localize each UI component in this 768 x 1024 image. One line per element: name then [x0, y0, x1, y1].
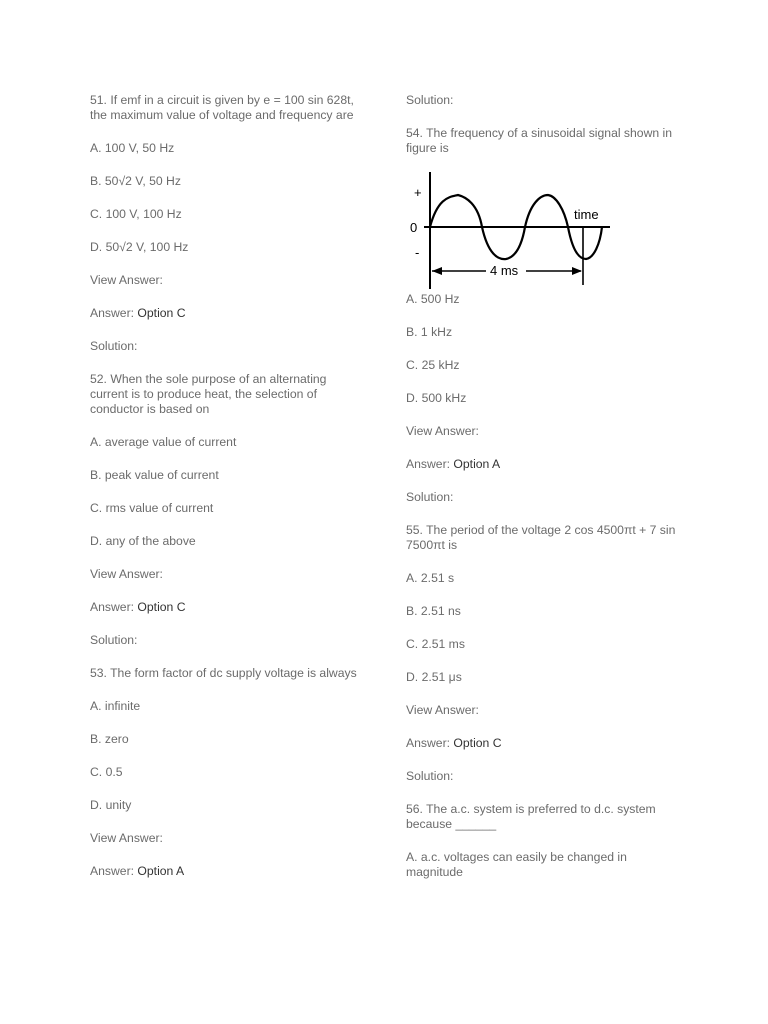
option-b: B. peak value of current [90, 468, 219, 482]
view-answer-link[interactable]: View Answer: [406, 703, 479, 717]
option-c: C. 0.5 [90, 765, 123, 779]
option-d: D. 50√2 V, 100 Hz [90, 240, 189, 254]
question-55: 55. The period of the voltage 2 cos 4500πt + 7 sin 7500πt is [406, 523, 676, 552]
plus-label: + [414, 185, 422, 200]
answer-line [90, 600, 360, 615]
answer-value: Option A [453, 457, 501, 471]
option-a: A. infinite [90, 699, 141, 713]
solution-label: Solution: [90, 633, 138, 647]
solution-label: Solution: [406, 769, 454, 783]
question-54: 54. The frequency of a sinusoidal signal shown in figure is [406, 126, 673, 155]
view-answer-link[interactable]: View Answer: [90, 831, 163, 845]
option-a: A. a.c. voltages can easily be changed in magnitude [406, 850, 627, 879]
option-b: B. 50√2 V, 50 Hz [90, 174, 181, 188]
option-c: C. rms value of current [90, 501, 214, 515]
option-a: A. 2.51 s [406, 571, 455, 585]
right-column [406, 93, 681, 898]
zero-label: 0 [410, 220, 418, 235]
answer-line [90, 306, 360, 321]
arrow-left-head [432, 267, 442, 275]
option-c: C. 100 V, 100 Hz [90, 207, 182, 221]
answer-label: Answer: [406, 736, 451, 750]
sine-wave-diagram [402, 164, 622, 294]
answer-label: Answer: [90, 600, 135, 614]
option-a: A. average value of current [90, 435, 237, 449]
time-label: time [574, 207, 599, 222]
answer-value: Option C [453, 736, 502, 750]
solution-label: Solution: [90, 339, 138, 353]
option-c: C. 25 kHz [406, 358, 460, 372]
view-answer-link[interactable]: View Answer: [406, 424, 479, 438]
option-b: B. 1 kHz [406, 325, 453, 339]
period-label: 4 ms [490, 263, 519, 278]
answer-label: Answer: [90, 306, 135, 320]
option-a: A. 500 Hz [406, 292, 460, 306]
option-d: D. any of the above [90, 534, 196, 548]
answer-value: Option C [137, 600, 186, 614]
view-answer-link[interactable]: View Answer: [90, 567, 163, 581]
arrow-right-head [572, 267, 582, 275]
question-51: 51. If emf in a circuit is given by e = 100 sin 628t, the maximum value of voltage and frequency are [90, 93, 354, 122]
minus-label: - [415, 245, 420, 260]
solution-label: Solution: [406, 93, 454, 107]
answer-label: Answer: [406, 457, 451, 471]
answer-value: Option A [137, 864, 185, 878]
option-d: D. 2.51 μs [406, 670, 462, 684]
answer-line [90, 864, 360, 879]
sine-wave-figure [402, 164, 681, 292]
question-52: 52. When the sole purpose of an alternating current is to produce heat, the selection of conductor is based on [90, 372, 327, 416]
option-a: A. 100 V, 50 Hz [90, 141, 175, 155]
option-d: D. 500 kHz [406, 391, 467, 405]
option-b: B. 2.51 ns [406, 604, 461, 618]
answer-line [406, 457, 681, 472]
option-d: D. unity [90, 798, 132, 812]
answer-value: Option C [137, 306, 186, 320]
question-53: 53. The form factor of dc supply voltage is always [90, 666, 357, 680]
question-56: 56. The a.c. system is preferred to d.c. system because ______ [406, 802, 656, 831]
answer-line [406, 736, 681, 751]
option-c: C. 2.51 ms [406, 637, 465, 651]
answer-label: Answer: [90, 864, 135, 878]
solution-label: Solution: [406, 490, 454, 504]
option-b: B. zero [90, 732, 129, 746]
left-column [90, 93, 360, 897]
view-answer-link[interactable]: View Answer: [90, 273, 163, 287]
